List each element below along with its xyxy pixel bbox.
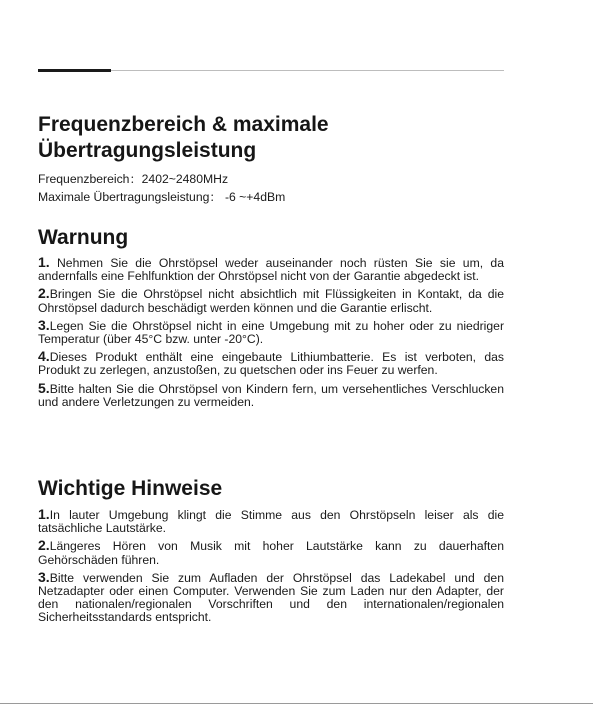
- section-title-notes: Wichtige Hinweise: [38, 477, 223, 500]
- item-text: Bitte verwenden Sie zum Aufladen der Ohrstöpsel das Ladekabel und den Netzadapter oder einen Computer. Verwenden Sie zum Laden nur den Adapter, der den nationalen/regionalen Vorschriften und den internationalen/regionalen Sicherheitsstandards entspricht.: [38, 570, 504, 625]
- spec-max-power: Maximale Übertragungsleistung： -6 ~+4dBm: [38, 190, 286, 204]
- item-text: In lauter Umgebung klingt die Stimme aus den Ohrstöpseln leiser als die tatsächliche Lautstärke.: [38, 508, 504, 536]
- spec-frequency-range: Frequenzbereich：2402~2480MHz: [38, 172, 229, 186]
- item-number: 4.: [38, 348, 50, 365]
- title-line-1: Frequenzbereich & maximale: [38, 113, 329, 136]
- section-title-frequency: [38, 112, 504, 164]
- item-text: Bringen Sie die Ohrstöpsel nicht absichtlich mit Flüssigkeiten in Kontakt, da die Ohrstöpsel dadurch beschädigt werden können und die Garantie erlischt.: [38, 287, 504, 315]
- item-number: 3.: [38, 316, 50, 333]
- title-line-2: Übertragungsleistung: [38, 139, 257, 162]
- notes-item: [38, 568, 504, 625]
- notes-item: [38, 508, 504, 535]
- item-text: Bitte halten Sie die Ohrstöpsel von Kindern fern, um versehentliches Verschlucken und andere Verletzungen zu vermeiden.: [38, 381, 504, 409]
- item-number: 5.: [38, 379, 50, 396]
- warning-item: [38, 316, 504, 347]
- page-bottom-border: [0, 703, 593, 704]
- warning-item: [38, 287, 504, 314]
- warning-item: [38, 379, 504, 409]
- item-text: Nehmen Sie die Ohrstöpsel weder auseinander noch rüsten Sie sie um, da andernfalls eine Fehlfunktion der Ohrstöpsel nicht von der Garantie abgedeckt ist.: [38, 256, 504, 284]
- section-warning: [38, 225, 504, 413]
- item-number: 1.: [38, 254, 50, 270]
- section-frequency: [38, 112, 504, 206]
- warning-item: [38, 256, 504, 283]
- item-text: Dieses Produkt enthält eine eingebaute Lithiumbatterie. Es ist verboten, das Produkt zu zerlegen, anzustoßen, zu quetschen oder ins Feuer zu werfen.: [38, 350, 504, 378]
- item-number: 1.: [38, 506, 50, 522]
- warning-item: [38, 350, 504, 377]
- section-title-warning: Warnung: [38, 226, 129, 249]
- item-number: 2.: [38, 285, 50, 302]
- notes-item: [38, 539, 504, 566]
- item-number: 2.: [38, 537, 50, 554]
- item-number: 3.: [38, 568, 50, 585]
- section-notes: [38, 476, 504, 629]
- item-text: Längeres Hören von Musik mit hoher Lautstärke kann zu dauerhaften Gehörschäden führen.: [38, 539, 504, 567]
- header-divider-accent: [38, 69, 111, 72]
- item-text: Legen Sie die Ohrstöpsel nicht in eine Umgebung mit zu hoher oder zu niedriger Temperatur (über 45°C bzw. unter -20°C).: [38, 318, 504, 347]
